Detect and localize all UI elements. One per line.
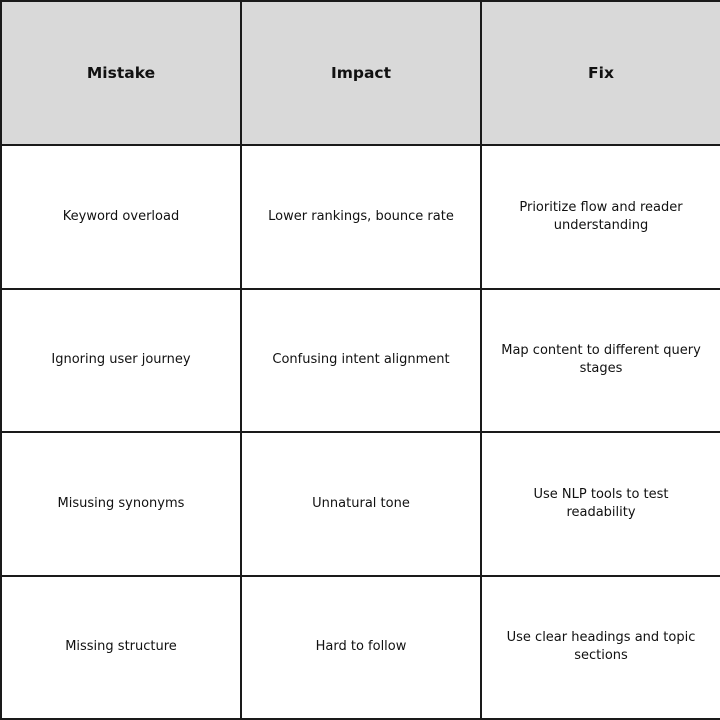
table-header-row: [1, 1, 720, 145]
cell-impact: Unnatural tone: [241, 432, 481, 576]
cell-mistake: Missing structure: [1, 576, 241, 720]
cell-fix: Use NLP tools to test readability: [481, 432, 720, 576]
cell-fix: Prioritize flow and reader understanding: [481, 145, 720, 289]
header-mistake: Mistake: [1, 1, 241, 145]
table-row: [1, 432, 720, 576]
header-fix: Fix: [481, 1, 720, 145]
cell-impact: Hard to follow: [241, 576, 481, 720]
table-row: [1, 576, 720, 720]
table-row: [1, 289, 720, 433]
cell-mistake: Keyword overload: [1, 145, 241, 289]
cell-impact: Confusing intent alignment: [241, 289, 481, 433]
cell-impact: Lower rankings, bounce rate: [241, 145, 481, 289]
cell-fix: Map content to different query stages: [481, 289, 720, 433]
header-impact: Impact: [241, 1, 481, 145]
cell-fix: Use clear headings and topic sections: [481, 576, 720, 720]
cell-mistake: Ignoring user journey: [1, 289, 241, 433]
cell-mistake: Misusing synonyms: [1, 432, 241, 576]
table-row: [1, 145, 720, 289]
